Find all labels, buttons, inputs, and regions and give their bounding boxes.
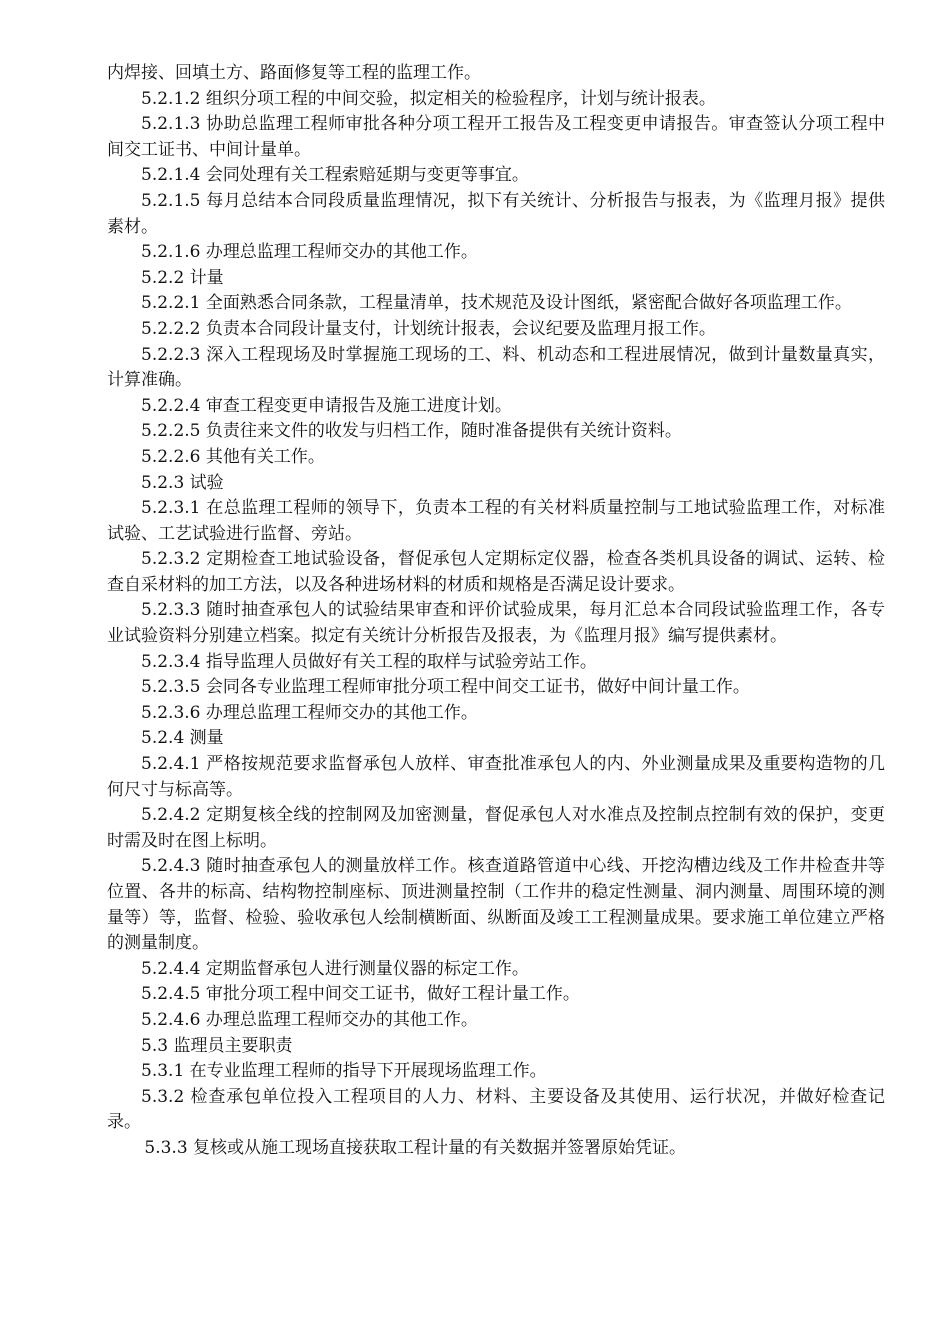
paragraph: 5.2.3.1 在总监理工程师的领导下，负责本工程的有关材料质量控制与工地试验监理工作，对标准试验、工艺试验进行监督、旁站。 [107,498,885,544]
paragraph: 5.2.3.3 随时抽查承包人的试验结果审查和评价试验成果，每月汇总本合同段试验监理工作，各专业试验资料分别建立档案。拟定有关统计分析报告及报表，为《监理月报》编写提供素材。 [107,600,885,647]
document-body [107,61,885,1162]
paragraph: 5.2.3.6 办理总监理工程师交办的其他工作。 [141,702,478,723]
section-heading: 5.2.4 测量 [141,728,224,749]
paragraph: 5.3.3 复核或从施工现场直接获取工程计量的有关数据并签署原始凭证。 [144,1137,687,1158]
paragraph: 5.2.1.2 组织分项工程的中间交验，拟定相关的检验程序，计划与统计报表。 [141,88,716,109]
paragraph: 5.2.2.2 负责本合同段计量支付，计划统计报表，会议纪要及监理月报工作。 [141,318,716,339]
section-heading: 5.3 监理员主要职责 [141,1035,293,1056]
paragraph: 5.2.1.4 会同处理有关工程索赔延期与变更等事宜。 [141,165,529,186]
paragraph: 5.2.4.1 严格按规范要求监督承包人放样、审查批准承包人的内、外业测量成果及重要构造物的几何尺寸与标高等。 [107,754,885,800]
paragraph: 5.2.2.1 全面熟悉合同条款，工程量清单，技术规范及设计图纸，紧密配合做好各项监理工作。 [141,293,852,314]
paragraph: 5.2.1.3 协助总监理工程师审批各种分项工程开工报告及工程变更申请报告。审查签认分项工程中间交工证书、中间计量单。 [107,114,885,160]
paragraph: 5.2.3.4 指导监理人员做好有关工程的取样与试验旁站工作。 [141,651,597,672]
paragraph: 5.2.4.4 定期监督承包人进行测量仪器的标定工作。 [141,958,529,979]
paragraph: 5.3.1 在专业监理工程师的指导下开展现场监理工作。 [141,1061,547,1082]
section-heading: 5.2.2 计量 [141,267,224,288]
paragraph: 5.2.4.3 随时抽查承包人的测量放样工作。核查道路管道中心线、开挖沟槽边线及工作井检查井等位置、各井的标高、结构物控制座标、顶进测量控制（工作井的稳定性测量、洞内测量、周围环境的测量等）等，监督、检验、验收承包人绘制横断面、纵断面及竣工工程测量成果。要求施工单位建立严格的测量制度。 [107,856,885,954]
paragraph: 5.2.2.4 审查工程变更申请报告及施工进度计划。 [141,395,512,416]
paragraph: 5.3.2 检查承包单位投入工程项目的人力、材料、主要设备及其使用、运行状况，并做好检查记录。 [107,1086,885,1133]
paragraph: 5.2.4.6 办理总监理工程师交办的其他工作。 [141,1009,478,1030]
paragraph: 5.2.4.5 审批分项工程中间交工证书，做好工程计量工作。 [141,984,580,1005]
paragraph: 5.2.2.3 深入工程现场及时掌握施工现场的工、料、机动态和工程进展情况，做到计量数量真实，计算准确。 [107,344,885,391]
paragraph: 5.2.1.6 办理总监理工程师交办的其他工作。 [141,242,478,263]
paragraph: 5.2.2.6 其他有关工作。 [141,446,325,467]
paragraph: 5.2.4.2 定期复核全线的控制网及加密测量，督促承包人对水准点及控制点控制有效的保护，变更时需及时在图上标明。 [107,805,885,851]
paragraph: 5.2.3.2 定期检查工地试验设备，督促承包人定期标定仪器，检查各类机具设备的调试、运转、检查自采材料的加工方法，以及各种进场材料的材质和规格是否满足设计要求。 [107,549,885,595]
paragraph: 内焊接、回填土方、路面修复等工程的监理工作。 [107,63,481,83]
paragraph: 5.2.3.5 会同各专业监理工程师审批分项工程中间交工证书，做好中间计量工作。 [141,677,750,698]
paragraph: 5.2.1.5 每月总结本合同段质量监理情况，拟下有关统计、分析报告与报表，为《监理月报》提供素材。 [107,190,885,237]
paragraph: 5.2.2.5 负责往来文件的收发与归档工作，随时准备提供有关统计资料。 [141,421,682,442]
section-heading: 5.2.3 试验 [141,472,224,493]
